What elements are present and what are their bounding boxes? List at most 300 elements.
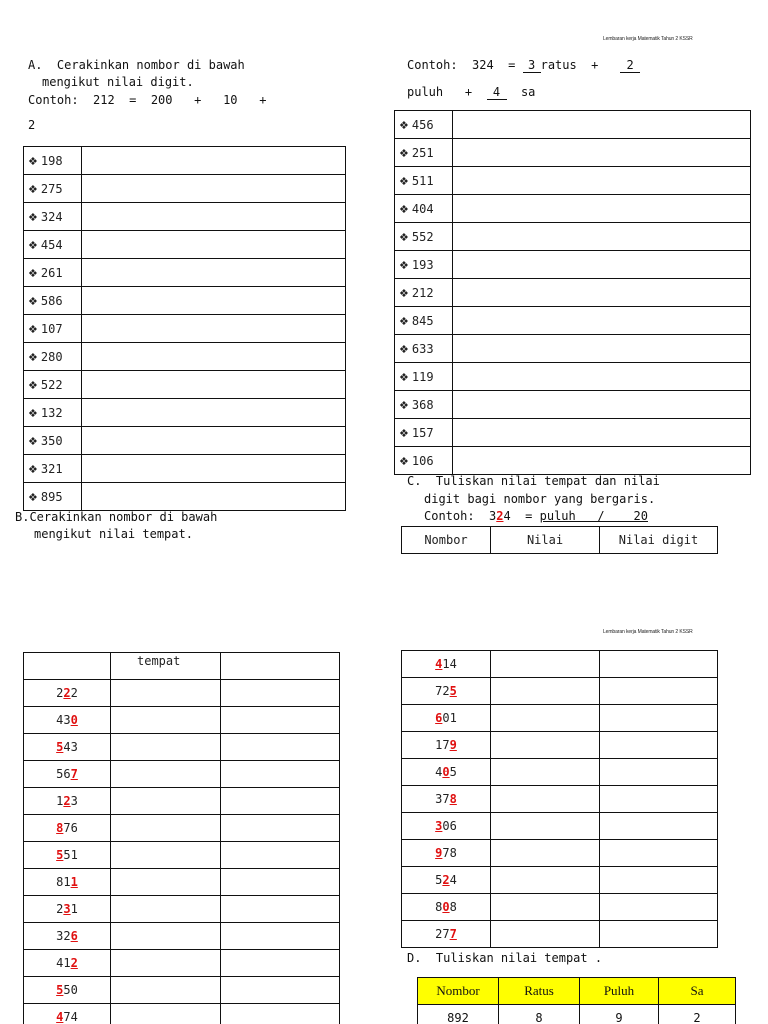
- table-row: [24, 977, 340, 1004]
- diamond-bullet-icon: ❖: [399, 314, 409, 328]
- underlined-digit: 8: [449, 792, 457, 806]
- header-nombor: Nombor: [402, 527, 491, 554]
- section-c-left-table: [23, 652, 340, 1024]
- number-value: 404: [411, 201, 434, 216]
- place-value-cell[interactable]: [491, 867, 600, 894]
- underlined-digit: 0: [70, 713, 78, 727]
- answer-cell[interactable]: [82, 455, 346, 483]
- place-value-cell[interactable]: [111, 923, 221, 950]
- table-row: [24, 399, 346, 427]
- number-cell: [24, 869, 111, 896]
- answer-cell[interactable]: [82, 231, 346, 259]
- table-row: [24, 842, 340, 869]
- diamond-bullet-icon: ❖: [399, 202, 409, 216]
- table-row: [402, 894, 718, 921]
- digit-value-cell[interactable]: [221, 950, 340, 977]
- number-value: 350: [40, 433, 63, 448]
- answer-cell[interactable]: [453, 111, 751, 139]
- answer-cell[interactable]: [453, 251, 751, 279]
- number-part: 01: [442, 711, 457, 725]
- place-value-cell[interactable]: [491, 786, 600, 813]
- place-value-cell[interactable]: [111, 680, 221, 707]
- digit-value-cell[interactable]: [600, 921, 718, 948]
- table-row: [395, 251, 751, 279]
- number-part: 8: [449, 900, 457, 914]
- underlined-digit: 5: [56, 983, 64, 997]
- answer-cell[interactable]: [82, 287, 346, 315]
- diamond-bullet-icon: ❖: [28, 210, 38, 224]
- digit-value-cell[interactable]: [221, 815, 340, 842]
- underlined-digit: 4: [435, 657, 443, 671]
- number-cell: [24, 896, 111, 923]
- number-cell: [395, 335, 453, 363]
- number-cell: [402, 732, 491, 759]
- number-cell: [402, 921, 491, 948]
- table-row: [395, 139, 751, 167]
- section-a-table: [23, 146, 346, 511]
- number-cell: [24, 203, 82, 231]
- number-value: 107: [40, 321, 63, 336]
- number-cell: [395, 223, 453, 251]
- number-cell: [395, 279, 453, 307]
- number-value: 368: [411, 397, 434, 412]
- number-value: 324: [40, 209, 63, 224]
- place-value-cell[interactable]: [111, 1004, 221, 1024]
- number-part: 1: [70, 902, 78, 916]
- place-value-cell[interactable]: [111, 869, 221, 896]
- place-value-cell[interactable]: [111, 950, 221, 977]
- header-nilai-digit: Nilai digit: [600, 527, 718, 554]
- number-part: 81: [56, 875, 71, 889]
- number-cell: [24, 371, 82, 399]
- table-row: [402, 732, 718, 759]
- diamond-bullet-icon: ❖: [28, 490, 38, 504]
- number-part: 37: [435, 792, 450, 806]
- number-part: 1: [56, 794, 64, 808]
- digit-value-cell[interactable]: [221, 977, 340, 1004]
- section-d-table: [417, 977, 736, 1024]
- table-row: [24, 259, 346, 287]
- number-part: 3: [70, 794, 78, 808]
- digit-value-cell[interactable]: [600, 786, 718, 813]
- section-b-title: B.Cerakinkan nombor di bawah: [15, 510, 218, 524]
- diamond-bullet-icon: ❖: [399, 174, 409, 188]
- number-cell: [24, 1004, 111, 1024]
- number-part: 43: [56, 713, 71, 727]
- header-sa: Sa: [659, 978, 736, 1005]
- underlined-digit: 5: [56, 740, 64, 754]
- number-cell: [24, 147, 82, 175]
- diamond-bullet-icon: ❖: [399, 398, 409, 412]
- cell-puluh: 9: [580, 1005, 659, 1024]
- table-row: [24, 680, 340, 707]
- number-cell: [24, 707, 111, 734]
- number-part: 2: [56, 902, 64, 916]
- number-value: 157: [411, 425, 434, 440]
- number-part: 32: [56, 929, 71, 943]
- table-row: [24, 147, 346, 175]
- digit-value-cell[interactable]: [600, 840, 718, 867]
- number-part: 17: [435, 738, 450, 752]
- table-row: [24, 869, 340, 896]
- answer-cell[interactable]: [82, 371, 346, 399]
- section-b-example: Contoh: 324 = 3 ratus + 2: [407, 58, 640, 73]
- section-c-title: C. Tuliskan nilai tempat dan nilai: [407, 474, 660, 488]
- answer-cell[interactable]: [453, 391, 751, 419]
- table-row: [24, 788, 340, 815]
- number-part: 27: [435, 927, 450, 941]
- table-row: [24, 896, 340, 923]
- table-row: [402, 651, 718, 678]
- number-part: 5: [435, 873, 443, 887]
- number-cell: [402, 678, 491, 705]
- diamond-bullet-icon: ❖: [28, 462, 38, 476]
- diamond-bullet-icon: ❖: [399, 370, 409, 384]
- number-value: 106: [411, 453, 434, 468]
- digit-value-cell[interactable]: [221, 734, 340, 761]
- example-hundreds: 3: [523, 58, 541, 73]
- digit-value-cell[interactable]: [600, 705, 718, 732]
- table-row: [395, 335, 751, 363]
- diamond-bullet-icon: ❖: [399, 146, 409, 160]
- diamond-bullet-icon: ❖: [28, 322, 38, 336]
- answer-cell[interactable]: [82, 343, 346, 371]
- table-row: [395, 307, 751, 335]
- digit-value-cell[interactable]: [600, 759, 718, 786]
- number-cell: [24, 680, 111, 707]
- diamond-bullet-icon: ❖: [28, 154, 38, 168]
- number-cell: [24, 399, 82, 427]
- number-cell: [24, 259, 82, 287]
- number-cell: [24, 427, 82, 455]
- cell-sa: 2: [659, 1005, 736, 1024]
- underlined-digit: 3: [435, 819, 443, 833]
- diamond-bullet-icon: ❖: [28, 182, 38, 196]
- underlined-digit: 9: [435, 846, 443, 860]
- number-value: 280: [40, 349, 63, 364]
- table-row: [24, 483, 346, 511]
- table-row: [24, 950, 340, 977]
- table-row: [395, 419, 751, 447]
- place-value-cell[interactable]: [491, 921, 600, 948]
- table-row: [402, 840, 718, 867]
- diamond-bullet-icon: ❖: [399, 230, 409, 244]
- header-puluh: Puluh: [580, 978, 659, 1005]
- number-value: 261: [40, 265, 63, 280]
- underlined-digit: 2: [63, 686, 71, 700]
- digit-value-cell[interactable]: [221, 896, 340, 923]
- cell-nombor: 892: [418, 1005, 499, 1024]
- answer-cell[interactable]: [82, 147, 346, 175]
- number-part: 4: [435, 765, 443, 779]
- number-cell: [395, 167, 453, 195]
- section-c-example: Contoh: 324 = puluh / 20: [424, 509, 648, 523]
- section-a-example: Contoh: 212 = 200 + 10 +: [28, 93, 267, 107]
- number-part: 5: [449, 765, 457, 779]
- place-value-cell[interactable]: [111, 788, 221, 815]
- section-a-subtitle: mengikut nilai digit.: [42, 75, 194, 89]
- digit-value-cell[interactable]: [221, 842, 340, 869]
- number-part: 8: [435, 900, 443, 914]
- answer-cell[interactable]: [453, 139, 751, 167]
- answer-cell[interactable]: [453, 195, 751, 223]
- number-cell: [402, 651, 491, 678]
- number-value: 895: [40, 489, 63, 504]
- place-value-cell[interactable]: [111, 842, 221, 869]
- diamond-bullet-icon: ❖: [28, 266, 38, 280]
- example-tens: 2: [620, 58, 640, 73]
- diamond-bullet-icon: ❖: [28, 294, 38, 308]
- section-b-example-line2: puluh + 4 sa: [407, 85, 536, 99]
- number-cell: [402, 894, 491, 921]
- diamond-bullet-icon: ❖: [399, 286, 409, 300]
- number-cell: [402, 813, 491, 840]
- underlined-digit: 7: [70, 767, 78, 781]
- place-value-cell[interactable]: [491, 813, 600, 840]
- answer-cell[interactable]: [453, 279, 751, 307]
- diamond-bullet-icon: ❖: [399, 454, 409, 468]
- number-cell: [24, 923, 111, 950]
- table-row: [24, 707, 340, 734]
- header-ratus: Ratus: [499, 978, 580, 1005]
- underlined-digit: 0: [442, 765, 450, 779]
- number-cell: [24, 343, 82, 371]
- digit-value-cell[interactable]: [221, 1004, 340, 1024]
- number-cell: [395, 391, 453, 419]
- table-row: [24, 287, 346, 315]
- number-cell: [24, 315, 82, 343]
- answer-cell[interactable]: [453, 167, 751, 195]
- underlined-digit: 8: [56, 821, 64, 835]
- cell-ratus: 8: [499, 1005, 580, 1024]
- underlined-digit: 5: [56, 848, 64, 862]
- table-row: [395, 167, 751, 195]
- number-value: 845: [411, 313, 434, 328]
- number-cell: [395, 307, 453, 335]
- number-value: 522: [40, 377, 63, 392]
- number-cell: [402, 840, 491, 867]
- section-a-example-tail: 2: [28, 118, 36, 132]
- digit-value-cell[interactable]: [221, 680, 340, 707]
- number-part: 4: [449, 873, 457, 887]
- place-value-cell[interactable]: [111, 734, 221, 761]
- place-value-cell[interactable]: [111, 977, 221, 1004]
- number-cell: [395, 111, 453, 139]
- table-row: [24, 343, 346, 371]
- place-value-cell[interactable]: [111, 815, 221, 842]
- number-cell: [395, 139, 453, 167]
- number-value: 198: [40, 153, 63, 168]
- digit-value-cell[interactable]: [221, 707, 340, 734]
- table-row: [402, 867, 718, 894]
- underlined-digit: 2: [63, 794, 71, 808]
- number-part: 41: [56, 956, 71, 970]
- answer-cell[interactable]: [453, 363, 751, 391]
- place-value-cell[interactable]: [491, 651, 600, 678]
- table-row: [24, 203, 346, 231]
- digit-value-cell[interactable]: [600, 678, 718, 705]
- answer-cell[interactable]: [453, 335, 751, 363]
- answer-cell[interactable]: [82, 175, 346, 203]
- table-row: [24, 761, 340, 788]
- section-c-right-table: [401, 650, 718, 948]
- number-value: 454: [40, 237, 63, 252]
- table-row: [395, 195, 751, 223]
- diamond-bullet-icon: ❖: [399, 426, 409, 440]
- digit-value-cell[interactable]: [221, 788, 340, 815]
- number-cell: [402, 786, 491, 813]
- number-cell: [24, 175, 82, 203]
- answer-cell[interactable]: [82, 399, 346, 427]
- digit-value-cell[interactable]: [600, 867, 718, 894]
- place-value-cell[interactable]: [491, 705, 600, 732]
- underlined-digit: 4: [56, 1010, 64, 1024]
- number-cell: [24, 977, 111, 1004]
- number-part: 2: [56, 686, 64, 700]
- place-value-cell[interactable]: [111, 761, 221, 788]
- underlined-digit: 1: [70, 875, 78, 889]
- number-cell: [402, 867, 491, 894]
- number-cell: [395, 251, 453, 279]
- number-part: 50: [63, 983, 78, 997]
- number-part: 06: [442, 819, 457, 833]
- answer-cell[interactable]: [82, 203, 346, 231]
- number-cell: [24, 842, 111, 869]
- underlined-digit: 2: [442, 873, 450, 887]
- number-cell: [24, 761, 111, 788]
- table-row: [24, 427, 346, 455]
- number-value: 132: [40, 405, 63, 420]
- number-cell: [24, 483, 82, 511]
- place-value-cell[interactable]: [491, 678, 600, 705]
- table-row: [402, 759, 718, 786]
- answer-cell[interactable]: [453, 307, 751, 335]
- table-row: [24, 455, 346, 483]
- number-part: 76: [63, 821, 78, 835]
- diamond-bullet-icon: ❖: [28, 238, 38, 252]
- underlined-digit: 2: [70, 956, 78, 970]
- underlined-digit: 7: [449, 927, 457, 941]
- diamond-bullet-icon: ❖: [28, 350, 38, 364]
- place-value-cell[interactable]: [491, 759, 600, 786]
- place-value-cell[interactable]: [491, 894, 600, 921]
- table-row: [395, 391, 751, 419]
- number-value: 456: [411, 117, 434, 132]
- number-value: 251: [411, 145, 434, 160]
- number-part: 72: [435, 684, 450, 698]
- section-b-table: [394, 110, 751, 475]
- example-ones: 4: [487, 85, 507, 100]
- place-value-cell[interactable]: [491, 732, 600, 759]
- number-cell: [24, 788, 111, 815]
- number-cell: [24, 455, 82, 483]
- underlined-digit: 9: [449, 738, 457, 752]
- answer-cell[interactable]: [453, 419, 751, 447]
- table-row: [24, 734, 340, 761]
- number-cell: [395, 447, 453, 475]
- place-value-cell[interactable]: [491, 840, 600, 867]
- digit-value-cell[interactable]: [221, 923, 340, 950]
- table-row: [24, 175, 346, 203]
- number-part: 56: [56, 767, 71, 781]
- table-row: [402, 921, 718, 948]
- number-part: 78: [442, 846, 457, 860]
- table-row: [402, 705, 718, 732]
- diamond-bullet-icon: ❖: [399, 258, 409, 272]
- number-cell: [24, 950, 111, 977]
- number-value: 511: [411, 173, 434, 188]
- number-cell: [402, 705, 491, 732]
- diamond-bullet-icon: ❖: [28, 378, 38, 392]
- number-part: 2: [70, 686, 78, 700]
- example-underlined-digit: 2: [496, 509, 504, 523]
- table-row: [395, 223, 751, 251]
- number-part: 51: [63, 848, 78, 862]
- number-value: 586: [40, 293, 63, 308]
- number-value: 321: [40, 461, 63, 476]
- answer-cell[interactable]: [82, 259, 346, 287]
- page-header-2: Lembaran kerja Matematik Tahun 2 KSSR: [603, 629, 693, 635]
- place-value-cell[interactable]: [111, 707, 221, 734]
- table-row: [24, 231, 346, 259]
- place-value-cell[interactable]: [111, 896, 221, 923]
- diamond-bullet-icon: ❖: [28, 434, 38, 448]
- number-cell: [24, 734, 111, 761]
- number-cell: [395, 363, 453, 391]
- number-value: 119: [411, 369, 434, 384]
- underlined-digit: 6: [70, 929, 78, 943]
- section-a-title: A. Cerakinkan nombor di bawah: [28, 58, 245, 72]
- table-row: [24, 371, 346, 399]
- underlined-digit: 0: [442, 900, 450, 914]
- digit-value-cell[interactable]: [600, 894, 718, 921]
- section-d-title: D. Tuliskan nilai tempat .: [407, 951, 603, 965]
- number-value: 275: [40, 181, 63, 196]
- section-c-subtitle: digit bagi nombor yang bergaris.: [424, 492, 656, 506]
- diamond-bullet-icon: ❖: [399, 118, 409, 132]
- answer-cell[interactable]: [453, 447, 751, 475]
- number-value: 212: [411, 285, 434, 300]
- digit-value-cell[interactable]: [221, 869, 340, 896]
- underlined-digit: 3: [63, 902, 71, 916]
- number-part: 43: [63, 740, 78, 754]
- number-cell: [24, 815, 111, 842]
- header-tempat-continued: tempat: [111, 653, 221, 680]
- table-row: [402, 786, 718, 813]
- diamond-bullet-icon: ❖: [28, 406, 38, 420]
- section-c-header-table: [401, 526, 718, 554]
- number-value: 633: [411, 341, 434, 356]
- number-cell: [24, 287, 82, 315]
- answer-cell[interactable]: [82, 315, 346, 343]
- table-row: [395, 111, 751, 139]
- digit-value-cell[interactable]: [600, 651, 718, 678]
- table-row: [402, 678, 718, 705]
- section-b-subtitle: mengikut nilai tempat.: [34, 527, 193, 541]
- digit-value-cell[interactable]: [600, 732, 718, 759]
- answer-cell[interactable]: [82, 483, 346, 511]
- digit-value-cell[interactable]: [600, 813, 718, 840]
- table-row: [395, 279, 751, 307]
- digit-value-cell[interactable]: [221, 761, 340, 788]
- header-nombor-d: Nombor: [418, 978, 499, 1005]
- table-row: [402, 813, 718, 840]
- number-part: 14: [442, 657, 457, 671]
- number-cell: [395, 419, 453, 447]
- answer-cell[interactable]: [453, 223, 751, 251]
- answer-cell[interactable]: [82, 427, 346, 455]
- number-value: 552: [411, 229, 434, 244]
